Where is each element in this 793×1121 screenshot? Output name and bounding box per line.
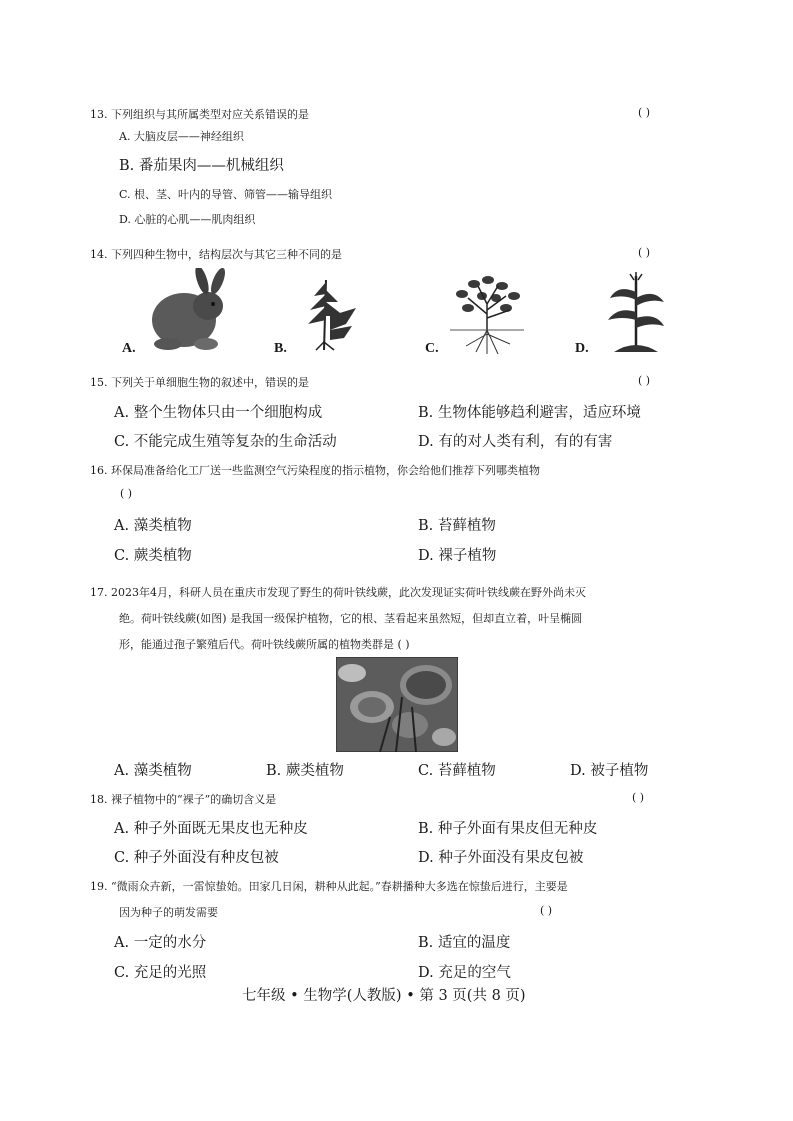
q15-option-d: D. 有的对人类有利，有的有害: [418, 434, 613, 450]
q15-answer-paren: ( ): [638, 374, 651, 387]
q18-option-b: B. 种子外面有果皮但无种皮: [418, 821, 598, 837]
q17-stem-line2: 绝。荷叶铁线蕨(如图) 是我国一级保护植物，它的根、茎看起来虽然短，但却直立着，叶呈椭圆: [119, 612, 583, 625]
q14-label-d: D.: [575, 341, 589, 356]
q15-option-c: C. 不能完成生殖等复杂的生命活动: [114, 434, 337, 450]
q19-answer-paren: ( ): [540, 904, 553, 917]
q19-option-a: A. 一定的水分: [114, 935, 207, 951]
q14-stem: 14. 下列四种生物中，结构层次与其它三种不同的是: [90, 248, 342, 261]
q13-option-a: A. 大脑皮层——神经组织: [119, 130, 244, 143]
q13-option-d: D. 心脏的心肌——肌肉组织: [119, 213, 256, 226]
q17-stem-line3: 形，能通过孢子繁殖后代。荷叶铁线蕨所属的植物类群是 ( ): [119, 638, 410, 651]
shrub-image: [448, 274, 526, 356]
q17-option-d: D. 被子植物: [570, 763, 649, 779]
q16-option-c: C. 蕨类植物: [114, 548, 192, 564]
q16-answer-paren: ( ): [120, 487, 133, 500]
q18-option-a: A. 种子外面既无果皮也无种皮: [114, 821, 308, 837]
q13-option-c: C. 根、茎、叶内的导管、筛管——输导组织: [119, 188, 333, 201]
corn-plant-image: [606, 272, 666, 354]
q17-option-c: C. 苔藓植物: [418, 763, 496, 779]
q18-option-c: C. 种子外面没有种皮包被: [114, 850, 279, 866]
q14-label-a: A.: [122, 341, 136, 356]
q18-option-d: D. 种子外面没有果皮包被: [418, 850, 584, 866]
q19-option-c: C. 充足的光照: [114, 965, 207, 981]
rabbit-image: [148, 268, 240, 354]
q19-option-b: B. 适宜的温度: [418, 935, 511, 951]
q14-answer-paren: ( ): [638, 246, 651, 259]
q16-option-a: A. 藻类植物: [114, 518, 192, 534]
q15-stem: 15. 下列关于单细胞生物的叙述中，错误的是: [90, 376, 309, 389]
q16-option-d: D. 裸子植物: [418, 548, 497, 564]
q19-option-d: D. 充足的空气: [418, 965, 511, 981]
q13-option-b: B. 番茄果肉——机械组织: [119, 158, 284, 174]
fern-image: [300, 272, 360, 354]
q19-stem-line2: 因为种子的萌发需要: [119, 906, 218, 919]
q19-stem-line1: 19. “微雨众卉新，一雷惊蛰始。田家几日闲，耕种从此起。”春耕播种大多选在惊蛰后进行，主要是: [90, 880, 568, 893]
page-footer: 七年级 • 生物学(人教版) • 第 3 页(共 8 页): [242, 988, 526, 1004]
q14-label-c: C.: [425, 341, 439, 356]
fern-photo: [336, 657, 458, 752]
q18-stem: 18. 裸子植物中的“裸子”的确切含义是: [90, 793, 277, 806]
q14-label-b: B.: [274, 341, 287, 356]
q15-option-a: A. 整个生物体只由一个细胞构成: [114, 405, 323, 421]
q13-stem: 13. 下列组织与其所属类型对应关系错误的是: [90, 108, 309, 121]
q13-answer-paren: ( ): [638, 106, 651, 119]
q17-option-a: A. 藻类植物: [114, 763, 192, 779]
q16-stem: 16. 环保局准备给化工厂送一些监测空气污染程度的指示植物，你会给他们推荐下列哪类植物: [90, 464, 540, 477]
q16-option-b: B. 苔藓植物: [418, 518, 496, 534]
q15-option-b: B. 生物体能够趋利避害，适应环境: [418, 405, 641, 421]
q17-option-b: B. 蕨类植物: [266, 763, 344, 779]
q18-answer-paren: ( ): [632, 791, 645, 804]
q17-stem-line1: 17. 2023年4月，科研人员在重庆市发现了野生的荷叶铁线蕨，此次发现证实荷叶铁线蕨在野外尚未灭: [90, 586, 586, 599]
